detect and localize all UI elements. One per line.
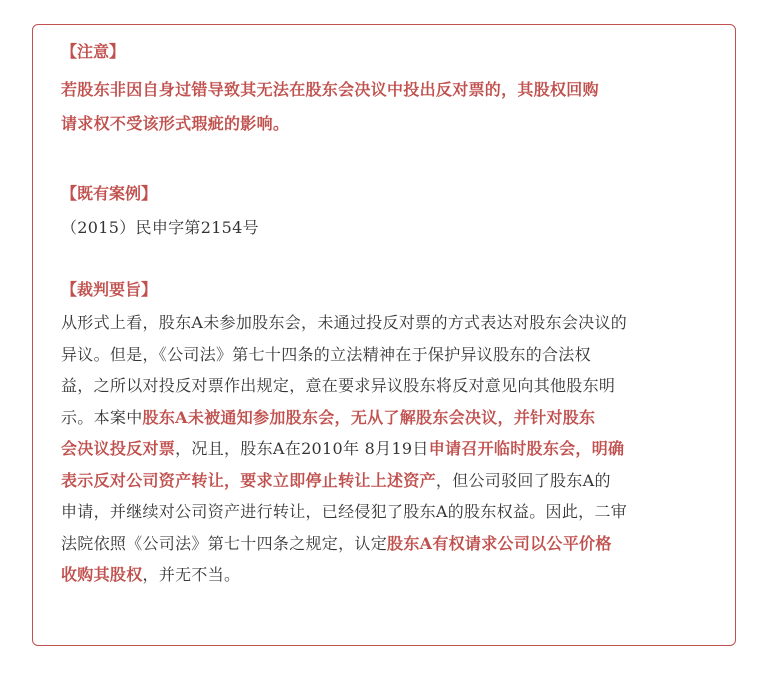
- ruling-segment: 从形式上看，股东A未参加股东会，未通过投反对票的方式表达对股东会决议的: [61, 313, 628, 332]
- ruling-segment: 法院依照《公司法》第七十四条之规定，认定: [61, 533, 388, 553]
- ruling-highlight: 表示反对公司资产转让，要求立即停止转让上述资产: [61, 470, 436, 490]
- ruling-segment: 益，之所以对投反对票作出规定，意在要求异议股东将反对意见向其他股东明: [61, 376, 616, 395]
- article-content: [61, 41, 723, 591]
- note-line: 若股东非因自身过错导致其无法在股东会决议中投出反对票的，其股权回购: [61, 80, 599, 99]
- note-heading: 【注意】: [61, 42, 126, 61]
- ruling-segment: ，但公司驳回了股东A的: [435, 470, 611, 490]
- ruling-line: [61, 528, 723, 560]
- ruling-line: [61, 307, 723, 339]
- ruling-highlight: 股东A未被通知参加股东会，无从了解股东会决议，并针对股东: [142, 407, 596, 427]
- note-line: 请求权不受该形式瑕疵的影响。: [61, 114, 290, 133]
- ruling-heading: 【裁判要旨】: [61, 280, 158, 299]
- ruling-segment: ，并无不当。: [142, 565, 241, 584]
- ruling-highlight: 收购其股权: [61, 565, 143, 584]
- ruling-line: [61, 339, 723, 371]
- ruling-text: [61, 307, 723, 591]
- ruling-highlight: 申请召开临时股东会，明确: [428, 439, 625, 458]
- ruling-segment: 示。本案中: [61, 407, 143, 427]
- ruling-highlight: 会决议投反对票: [61, 439, 176, 458]
- ruling-line: [61, 433, 723, 465]
- ruling-line: [61, 496, 723, 528]
- content-card: [32, 24, 736, 646]
- ruling-line: [61, 465, 723, 497]
- ruling-segment: ，况且，股东A在2010年 8月19日: [175, 439, 429, 458]
- cases-heading: 【既有案例】: [61, 184, 158, 203]
- ruling-line: [61, 370, 723, 402]
- ruling-line: [61, 402, 723, 434]
- ruling-line: [61, 559, 723, 591]
- ruling-segment: 异议。但是，《公司法》第七十四条的立法精神在于保护异议股东的合法权: [61, 344, 591, 364]
- note-text: [61, 73, 723, 141]
- case-number: （2015）民申字第2154号: [61, 218, 259, 237]
- ruling-highlight: 股东A有权请求公司以公平价格: [387, 533, 612, 553]
- ruling-segment: 申请，并继续对公司资产进行转让，已经侵犯了股东A的股东权益。因此，二审: [61, 502, 628, 521]
